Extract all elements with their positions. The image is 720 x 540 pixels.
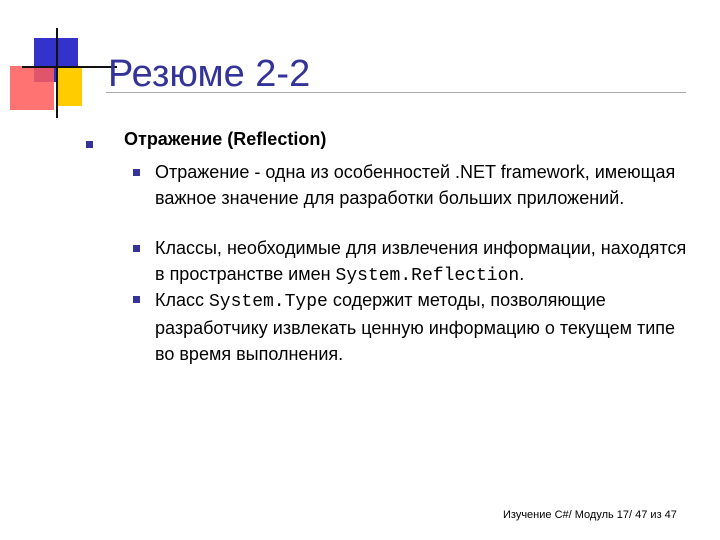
slide-title: Резюме 2-2: [108, 53, 311, 95]
bullet-icon: [133, 296, 140, 303]
decor-red-square: [10, 66, 54, 110]
decor-yellow-square: [56, 66, 82, 106]
bullet-icon: [133, 245, 140, 252]
point-1-text: Отражение - одна из особенностей .NET framework, имеющая важное значение для разработки больших приложений.: [155, 162, 676, 208]
main-bullet-text: Отражение (Reflection): [124, 129, 327, 149]
decor-vertical-line: [56, 28, 58, 118]
point-2-text: Классы, необходимые для извлечения информации, находятся в пространстве имен: [155, 238, 687, 284]
decor-horizontal-line: [22, 66, 117, 68]
point-2: [155, 235, 695, 289]
point-3-code: System.Type: [209, 292, 328, 312]
bullet-icon: [86, 141, 93, 148]
point-3: [155, 287, 695, 367]
bullet-icon: [133, 169, 140, 176]
slide-footer: Изучение C#/ Модуль 17/ 47 из 47: [503, 509, 677, 521]
point-2-tail: .: [519, 264, 525, 284]
point-3-tail: содержит методы, позволяющие разработчику извлекать ценную информацию о текущем типе во время выполнения.: [155, 290, 676, 364]
point-3-text: Класс: [155, 290, 209, 310]
point-2-code: System.Reflection: [335, 266, 520, 286]
